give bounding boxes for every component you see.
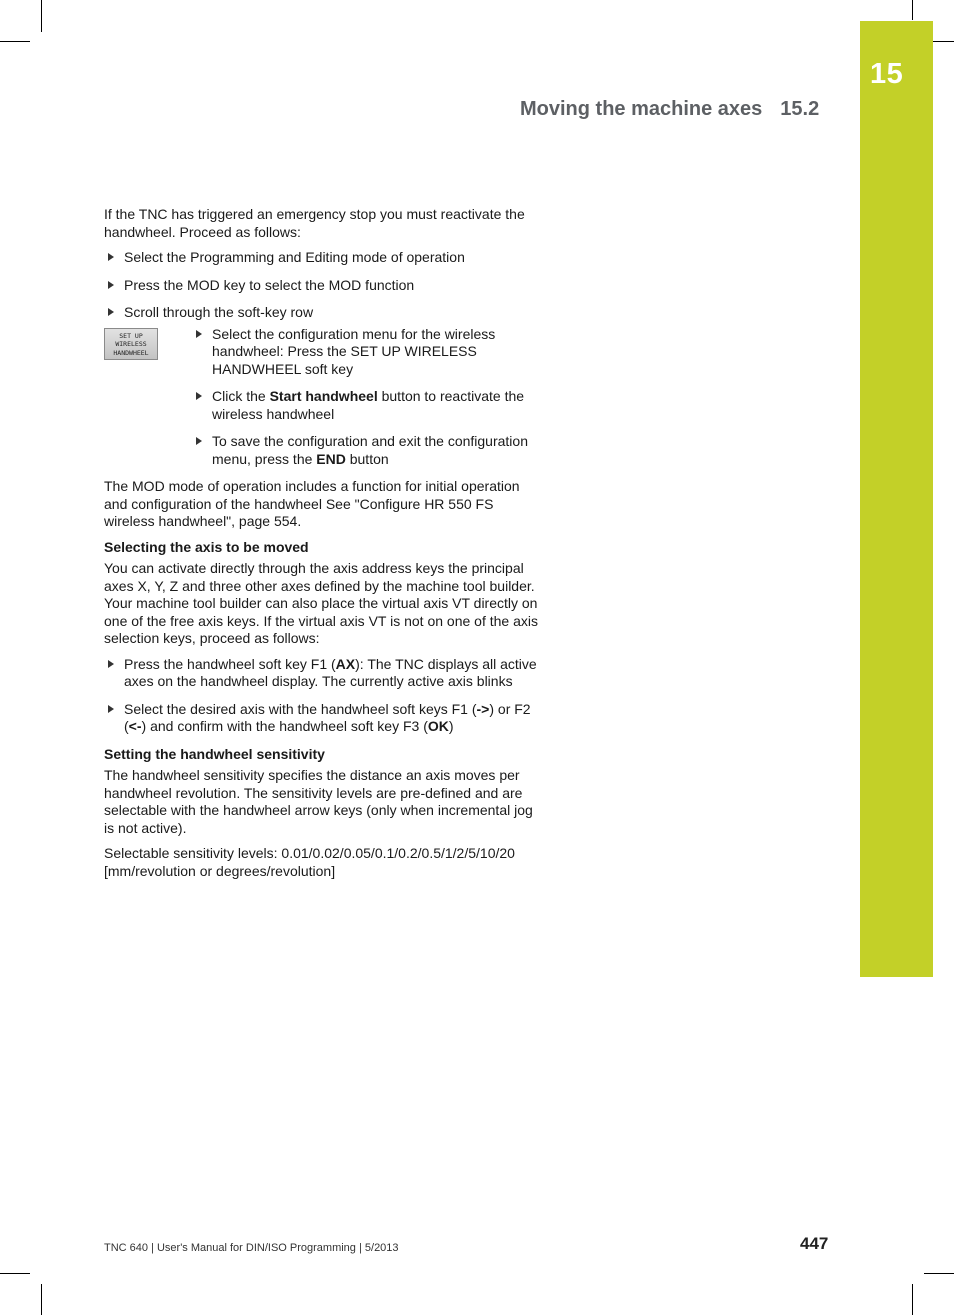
chapter-tab <box>860 21 933 977</box>
bullet-arrow-icon <box>108 253 114 261</box>
setup-wireless-handwheel-softkey[interactable]: SET UP WIRELESS HANDWHEEL <box>104 328 158 360</box>
page-number: 447 <box>800 1234 829 1253</box>
sensitivity-levels-paragraph: Selectable sensitivity levels: 0.01/0.02/0.05/0.1/0.2/0.5/1/2/5/10/20 [mm/revolution or degrees/revolution] <box>104 845 515 879</box>
bullet-arrow-icon <box>196 437 202 445</box>
softkey-steps <box>104 326 544 469</box>
bullet-arrow-icon <box>196 392 202 400</box>
axis-paragraph: You can activate directly through the axis address keys the principal axes X, Y, Z and three other axes defined by the machine tool builder. Your machine tool builder can also place the virtual axis VT directly on one of the free axis keys. If the virtual axis VT is not on one of the axis selection keys, proceed as follows: <box>104 560 538 646</box>
list-item: Click the Start handwheel button to reactivate the wireless handwheel <box>192 388 544 423</box>
bullet-arrow-icon <box>108 660 114 668</box>
crop-mark <box>912 1284 913 1315</box>
crop-mark <box>0 41 30 42</box>
sensitivity-paragraph: The handwheel sensitivity specifies the distance an axis moves per handwheel revolution. The sensitivity levels are pre-defined and are selectable with the handwheel arrow keys (only when incremental jog is not active). <box>104 767 533 836</box>
list-item: Press the MOD key to select the MOD function <box>104 277 544 295</box>
crop-mark <box>924 1273 954 1274</box>
main-content <box>104 206 544 888</box>
list-item: To save the configuration and exit the configuration menu, press the END button <box>192 433 544 468</box>
intro-paragraph: If the TNC has triggered an emergency stop you must reactivate the handwheel. Proceed as follows: <box>104 206 525 240</box>
substep-list <box>192 326 544 469</box>
start-handwheel-label: Start handwheel <box>269 388 378 404</box>
chapter-number: 15 <box>870 58 904 90</box>
header-section: 15.2 <box>780 98 820 120</box>
sensitivity-section-heading: Setting the handwheel sensitivity <box>104 745 325 762</box>
list-item: Select the configuration menu for the wireless handwheel: Press the SET UP WIRELESS HANDWHEEL soft key <box>192 326 544 379</box>
list-item: Select the desired axis with the handwheel soft keys F1 (->) or F2 (<-) and confirm with the handwheel soft key F3 (OK) <box>104 701 544 736</box>
crop-mark <box>0 1273 30 1274</box>
bullet-arrow-icon <box>108 705 114 713</box>
axis-section-heading: Selecting the axis to be moved <box>104 538 309 555</box>
bullet-arrow-icon <box>108 281 114 289</box>
bullet-arrow-icon <box>196 330 202 338</box>
crop-mark <box>912 0 913 20</box>
page-footer: TNC 640 | User's Manual for DIN/ISO Programming | 5/2013 <box>104 1242 399 1254</box>
page-header <box>520 98 819 121</box>
mod-paragraph: The MOD mode of operation includes a function for initial operation and configuration of the handwheel See "Configure HR 550 FS wireless handwheel", page 554. <box>104 478 520 529</box>
list-item: Select the Programming and Editing mode of operation <box>104 249 544 267</box>
crop-mark <box>41 1284 42 1315</box>
crop-mark <box>41 0 42 32</box>
bullet-arrow-icon <box>108 308 114 316</box>
list-item: Scroll through the soft-key row <box>104 304 544 322</box>
list-item: Press the handwheel soft key F1 (AX): The TNC displays all active axes on the handwheel display. The currently active axis blinks <box>104 656 544 691</box>
header-title: Moving the machine axes <box>520 98 763 120</box>
end-label: END <box>316 450 346 467</box>
